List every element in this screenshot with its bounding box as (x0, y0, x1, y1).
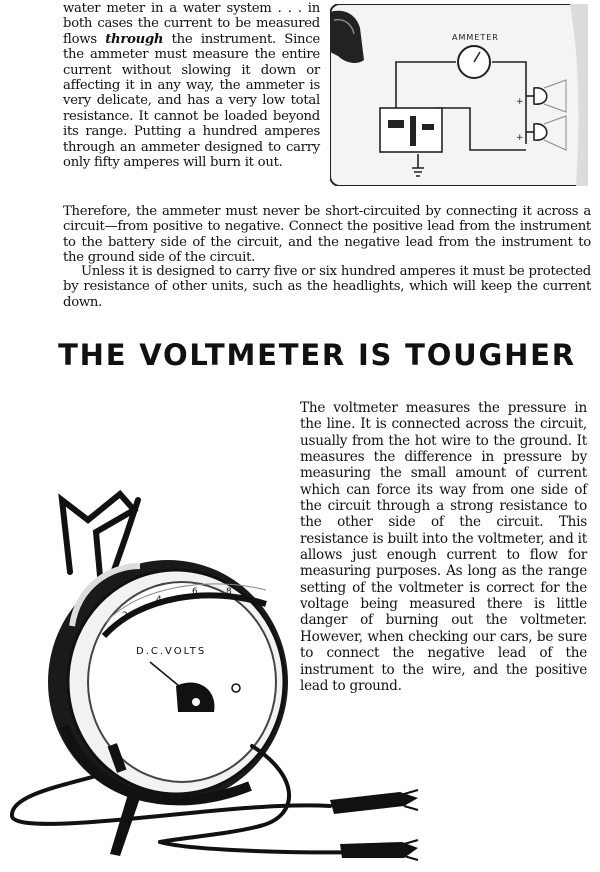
ammeter-paragraph (63, 1, 320, 170)
dial-tick-2: 2 (122, 611, 128, 621)
dial-tick-8: 8 (226, 587, 232, 597)
ammeter-circuit-photo (330, 4, 588, 186)
voltmeter-paragraph: The voltmeter measures the pressure in the line. It is connected across the circuit, usually from the hot wire to the ground. It measures the difference in pressure by measuring the small amount of current which can force its way from one side of the circuit through a strong resistance to the other side of the circuit. This resistance is built into the voltmeter, and it allows just enough current to flow for measuring purposes. As long as the range setting of the voltmeter is correct for the voltage being measured there is little danger of burning out the voltmeter. However, when checking our cars, be sure to connect the negative lead of the instrument to the wire, and the positive lead to ground. (300, 400, 587, 694)
voltmeter-illustration (0, 476, 420, 872)
dial-label: D.C.VOLTS (136, 646, 207, 657)
dial-tick-6: 6 (192, 587, 198, 597)
voltmeter-gauge-icon (48, 560, 288, 804)
protection-paragraph: Unless it is designed to carry five or six hundred amperes it must be protected by resistance of other units, such as the headlights, which will keep the current down. (63, 264, 591, 310)
ammeter-paragraph-rest: the instrument. Since the ammeter must measure the entire current without slowing it down or affecting it in any way, the ammeter is very delicate, and has a very low total resistance. It cannot be loaded beyond its range. Putting a hundred amperes through an ammeter designed to carry only fifty amperes will burn it out. (63, 31, 320, 171)
svg-text:+: + (516, 97, 524, 107)
section-heading: THE VOLTMETER IS TOUGHER (58, 338, 576, 372)
dial-tick-4: 4 (156, 595, 162, 605)
ammeter-label: AMMETER (452, 33, 499, 42)
svg-text:+: + (516, 133, 524, 143)
ammeter-paragraph-start: water meter in a water system . . . in both cases the current to be measured flows (63, 1, 320, 47)
emphasis-through: through (105, 31, 164, 47)
alligator-clip-icon (330, 790, 418, 860)
wire-stand-icon (62, 494, 138, 576)
short-circuit-paragraph: Therefore, the ammeter must never be short-circuited by connecting it across a circuit—from positive to negative. Connect the positive lead from the instrument to the battery side of the circuit, and the negative lead from the instrument to the ground side of the circuit. (63, 204, 591, 266)
